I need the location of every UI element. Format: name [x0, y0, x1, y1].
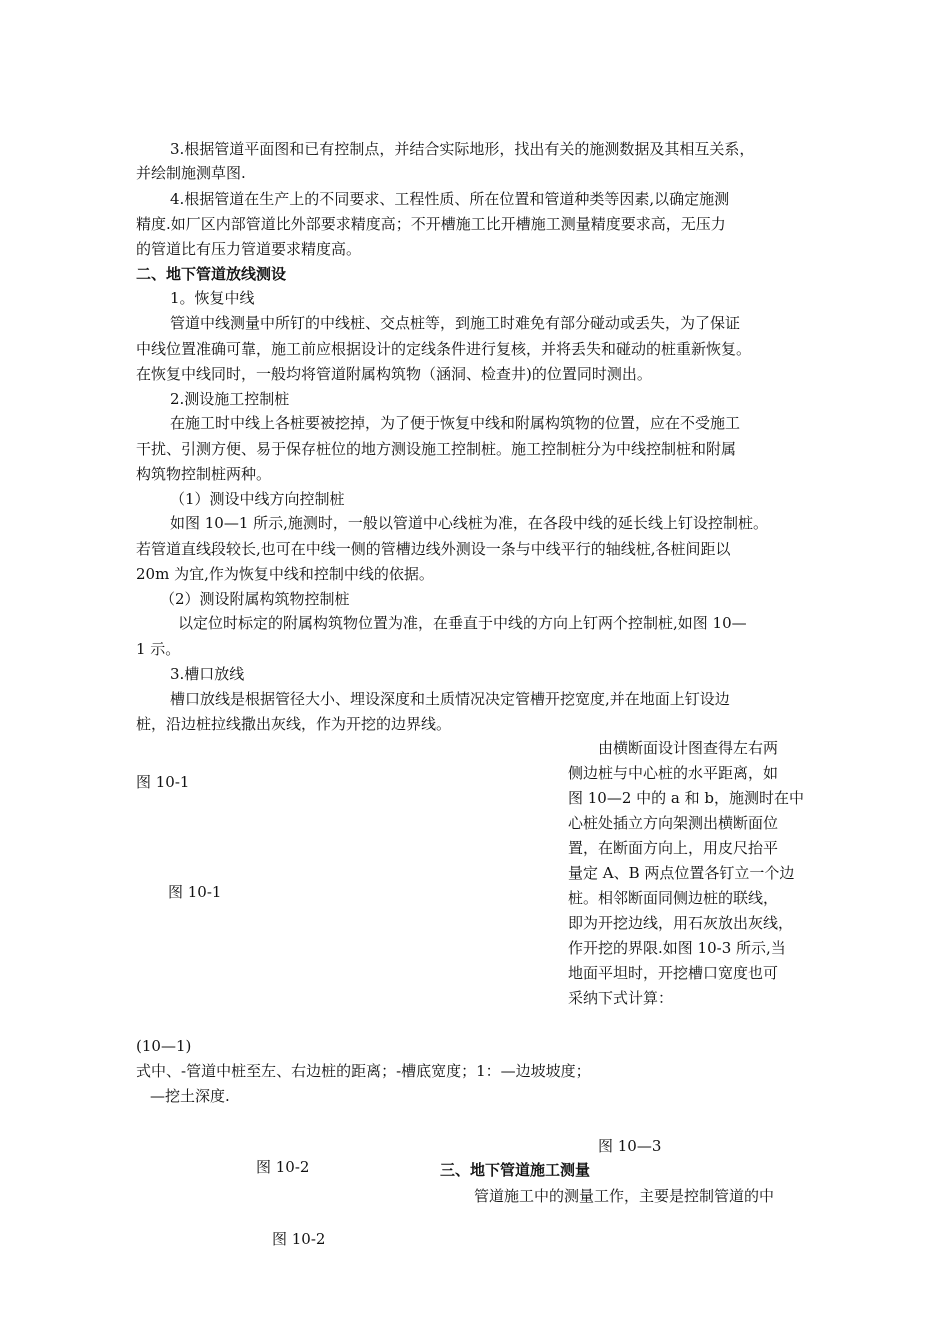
paragraph-3-line-2: 并绘制施测草图.: [136, 164, 246, 182]
side-line: 置，在断面方向上，用皮尺抬平: [568, 839, 779, 857]
side-line: 地面平坦时，开挖槽口宽度也可: [568, 964, 779, 982]
subsection-1-line-2: 中线位置准确可靠，施工前应根据设计的定线条件进行复核，并将丢失和碰动的桩重新恢复。: [136, 340, 752, 358]
section-3-heading: 三、地下管道施工测量: [440, 1161, 591, 1179]
paragraph-4-line-2: 精度.如厂区内部管道比外部要求精度高；不开槽施工比开槽施工测量精度要求高，无压力: [136, 215, 726, 233]
formula-number: (10—1): [136, 1037, 192, 1055]
side-line: 量定 A、B 两点位置各钉立一个边: [568, 864, 795, 882]
subsection-1-line-1: 管道中线测量中所钉的中线桩、交点桩等，到施工时难免有部分碰动或丢失，为了保证: [170, 314, 741, 332]
figure-10-2-caption: 图 10-2: [256, 1158, 310, 1176]
item-1-title: （1）测设中线方向控制桩: [170, 490, 345, 508]
subsection-2-line-1: 在施工时中线上各桩要被挖掉，为了便于恢复中线和附属构筑物的位置，应在不受施工: [170, 414, 741, 432]
item-1-line-3: 20m 为宜,作为恢复中线和控制中线的依据。: [136, 565, 434, 583]
subsection-2-line-3: 构筑物控制桩两种。: [136, 465, 272, 483]
side-line: 心桩处插立方向架测出横断面位: [568, 814, 779, 832]
item-2-line-1: 以定位时标定的附属构筑物位置为准，在垂直于中线的方向上钉两个控制桩,如图 10—: [178, 614, 747, 632]
section-2-heading: 二、地下管道放线测设: [136, 265, 287, 283]
paragraph-3-line-1: 3.根据管道平面图和已有控制点，并结合实际地形，找出有关的施测数据及其相互关系，: [170, 140, 755, 158]
subsection-3-title: 3.槽口放线: [170, 665, 245, 683]
paragraph-4-line-3: 的管道比有压力管道要求精度高。: [136, 240, 362, 258]
figure-10-3-caption: 图 10—3: [598, 1137, 662, 1155]
figure-10-1-label: 图 10-1: [168, 883, 222, 901]
subsection-3-line-1: 槽口放线是根据管径大小、埋设深度和土质情况决定管槽开挖宽度,并在地面上钉设边: [170, 690, 730, 708]
item-2-line-2: 1 示。: [136, 640, 181, 658]
subsection-1-title: 1。恢复中线: [170, 289, 255, 307]
side-line: 由横断面设计图查得左右两: [598, 739, 779, 757]
side-line: 侧边桩与中心桩的水平距离，如: [568, 764, 779, 782]
subsection-3-line-2: 桩，沿边桩拉线撒出灰线，作为开挖的边界线。: [136, 715, 452, 733]
subsection-2-line-2: 干扰、引测方便、易于保存桩位的地方测设施工控制桩。施工控制桩分为中线控制桩和附属: [136, 440, 737, 458]
item-1-line-2: 若管道直线段较长,也可在中线一侧的管槽边线外测设一条与中线平行的轴线桩,各桩间距以: [136, 540, 731, 558]
item-1-line-1: 如图 10—1 所示,施测时，一般以管道中心线桩为准，在各段中线的延长线上钉设控制桩。: [170, 514, 768, 532]
figure-10-1-caption: 图 10-1: [136, 773, 190, 791]
item-2-title: （2）测设附属构筑物控制桩: [160, 590, 350, 608]
side-line: 图 10—2 中的 a 和 b，施测时在中: [568, 789, 805, 807]
side-line: 作开挖的界限.如图 10-3 所示,当: [568, 939, 786, 957]
formula-description: 式中、-管道中桩至左、右边桩的距离；-槽底宽度；1：—边坡坡度；: [136, 1062, 591, 1080]
section-3-line-1: 管道施工中的测量工作，主要是控制管道的中: [474, 1187, 775, 1205]
formula-description-2: —挖土深度.: [150, 1087, 230, 1105]
paragraph-4-line-1: 4.根据管道在生产上的不同要求、工程性质、所在位置和管道种类等因素,以确定施测: [170, 190, 730, 208]
figure-10-2-label: 图 10-2: [272, 1230, 326, 1248]
side-line: 桩。相邻断面同侧边桩的联线，: [568, 889, 779, 907]
subsection-1-line-3: 在恢复中线同时，一般均将管道附属构筑物（涵洞、检查井)的位置同时测出。: [136, 365, 652, 383]
side-line: 即为开挖边线，用石灰放出灰线，: [568, 914, 794, 932]
subsection-2-title: 2.测设施工控制桩: [170, 390, 290, 408]
side-line: 采纳下式计算：: [568, 989, 674, 1007]
